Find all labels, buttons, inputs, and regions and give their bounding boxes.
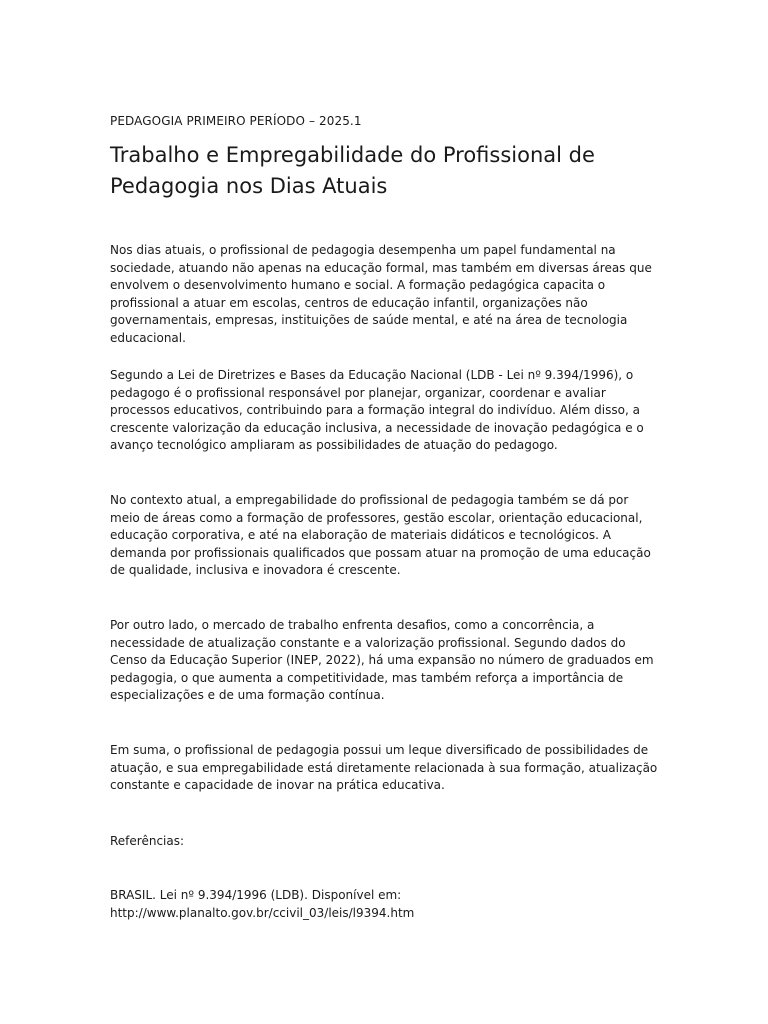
reference-item: [110, 887, 658, 922]
paragraph-3: No contexto atual, a empregabilidade do profissional de pedagogia também se dá por meio de áreas como a formação de professores, gestão escolar, orientação educacional, educação corporativa, e até na elaboração de materiais didáticos e tecnológicos. A demanda por profissionais qualificados que possam atuar na promoção de uma educação de qualidade, inclusiva e inovadora é crescente.: [110, 493, 651, 578]
paragraph-1: Nos dias atuais, o profissional de pedagogia desempenha um papel fundamental na sociedade, atuando não apenas na educação formal, mas também em diversas áreas que envolvem o desenvolvimento humano e social. A formação pedagógica capacita o profissional a atuar em escolas, centros de educação infantil, organizações não governamentais, empresas, instituições de saúde mental, e até na área de tecnologia educacional.: [110, 243, 652, 345]
title-line-1: Trabalho e Empregabilidade do Profissional de: [110, 143, 595, 167]
document-header: PEDAGOGIA PRIMEIRO PERÍODO – 2025.1: [110, 114, 362, 128]
reference-text: BRASIL. Lei nº 9.394/1996 (LDB). Disponível em:: [110, 888, 402, 902]
paragraph-4: Por outro lado, o mercado de trabalho enfrenta desafios, como a concorrência, a necessidade de atualização constante e a valorização profissional. Segundo dados do Censo da Educação Superior (INEP, 2022), há uma expansão no número de graduados em pedagogia, o que aumenta a competitividade, mas também reforça a importância de especializações e de uma formação contínua.: [110, 618, 654, 703]
document-title: [110, 140, 630, 202]
reference-url: http://www.planalto.gov.br/ccivil_03/leis/l9394.htm: [110, 905, 415, 920]
document-page: [110, 0, 670, 1024]
paragraph-2: Segundo a Lei de Diretrizes e Bases da Educação Nacional (LDB - Lei nº 9.394/1996), o pedagogo é o profissional responsável por planejar, organizar, coordenar e avaliar processos educativos, contribuindo para a formação integral do indivíduo. Além disso, a crescente valorização da educação inclusiva, a necessidade de inovação pedagógica e o avanço tecnológico ampliaram as possibilidades de atuação do pedagogo.: [110, 368, 644, 453]
paragraph-5: Em suma, o profissional de pedagogia possui um leque diversificado de possibilidades de atuação, e sua empregabilidade está diretamente relacionada à sua formação, atualização constante e capacidade de inovar na prática educativa.: [110, 743, 658, 793]
references-heading: Referências:: [110, 834, 185, 848]
title-line-2: Pedagogia nos Dias Atuais: [110, 174, 388, 198]
